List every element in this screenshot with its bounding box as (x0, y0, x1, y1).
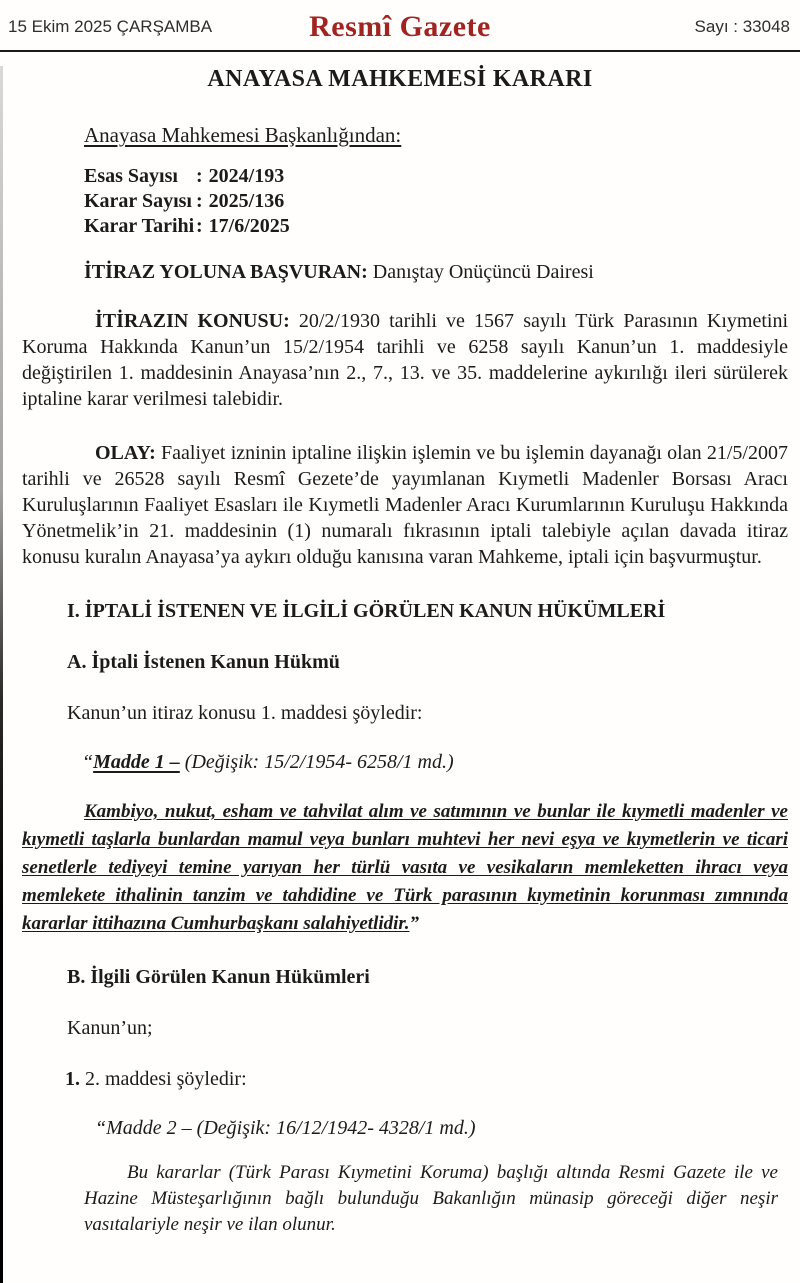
olay-paragraph (22, 440, 788, 570)
applicant-label: İTİRAZ YOLUNA BAŞVURAN: (84, 261, 368, 283)
document-body (0, 123, 800, 1238)
section-1a-heading: A. İptali İstenen Kanun Hükmü (67, 651, 340, 673)
case-label: Karar Sayısı (84, 190, 192, 212)
subject-label: İTİRAZIN KONUSU: (95, 310, 290, 332)
case-label: Esas Sayısı (84, 165, 178, 187)
case-value: 2024/193 (208, 165, 285, 187)
madde-1-quote-paragraph (22, 798, 788, 938)
item-text: 2. maddesi şöyledir: (80, 1068, 247, 1090)
gazette-header (0, 0, 800, 52)
case-row-karar-sayisi (84, 189, 788, 214)
madde-2-line: “Madde 2 – (Değişik: 16/12/1942- 4328/1 md.) (95, 1117, 476, 1139)
case-separator: : (196, 165, 203, 187)
case-separator: : (196, 190, 203, 212)
subject-paragraph (22, 308, 788, 412)
section-1b-item-1 (65, 1068, 788, 1091)
madde-1-lead: Madde 1 – (93, 751, 180, 773)
decision-title: ANAYASA MAHKEMESİ KARARI (207, 66, 593, 92)
case-info-block (84, 164, 788, 239)
subject-text: 20/2/1930 tarihli ve 1567 sayılı Türk Parasının Kıymetini Koruma Hakkında Kanun’un 15/2/1954 tarihli ve 6258 sayılı Kanun’un 1. maddesiyle değiştirilen 1. maddesinin Anayasa’nın 2., 7., 13. ve 35. maddelerine aykırılığı ileri sürülerek iptaline karar verilmesi talebidir. (22, 310, 788, 410)
scan-edge-artifact (0, 66, 3, 1283)
gazette-issue-number: Sayı : 33048 (694, 17, 790, 36)
section-1b-heading: B. İlgili Görülen Kanun Hükümleri (67, 966, 370, 988)
gazette-masthead: Resmî Gazete (309, 10, 491, 43)
item-number: 1. (65, 1068, 80, 1090)
case-row-karar-tarihi (84, 214, 788, 239)
close-quote: ” (409, 913, 420, 934)
section-1-heading: I. İPTALİ İSTENEN VE İLGİLİ GÖRÜLEN KANUN HÜKÜMLERİ (67, 600, 666, 622)
olay-label: OLAY: (95, 442, 156, 464)
olay-text: Faaliyet izninin iptaline ilişkin işlemin ve bu işlemin dayanağı olan 21/5/2007 tarihli ve 26528 sayılı Resmî Gezete’de yayımlanan Kıymetli Madenler Borsası Aracı Kuruluşlarının Faaliyet Esasları ile Kıymetli Madenler Aracı Kurumlarının Kuruluşu Hakkında Yönetmelik’in 21. maddesinin (1) numaralı fıkrasının iptali talebiyle açılan davada itiraz konusu kuralın Anayasa’ya aykırı olduğu kanısına varan Mahkeme, iptali için başvurmuştur. (22, 442, 788, 568)
madde-1-amendment-note: (Değişik: 15/2/1954- 6258/1 md.) (179, 751, 454, 773)
open-quote: “ (82, 751, 94, 773)
applicant-line (84, 261, 788, 284)
case-separator: : (196, 215, 203, 237)
issuing-authority-line: Anayasa Mahkemesi Başkanlığından: (84, 123, 402, 147)
case-value: 17/6/2025 (208, 215, 290, 237)
case-value: 2025/136 (208, 190, 285, 212)
section-1b-intro: Kanun’un; (67, 1017, 153, 1039)
madde-2-quote-paragraph: Bu kararlar (Türk Parası Kıymetini Koruma) başlığı altında Resmi Gazete ile ve Hazine Müsteşarlığının bağlı bulunduğu Bakanlığın münasip göreceği diğer neşir vasıtalariyle neşir ve ilan olunur. (84, 1162, 778, 1235)
case-label: Karar Tarihi (84, 215, 195, 237)
madde-1-line (82, 751, 788, 774)
section-1a-intro: Kanun’un itiraz konusu 1. maddesi şöyledir: (67, 702, 423, 724)
gazette-date: 15 Ekim 2025 ÇARŞAMBA (8, 17, 213, 36)
case-row-esas (84, 164, 788, 189)
madde-1-quote-text: Kambiyo, nukut, esham ve tahvilat alım ve satımının ve bunlar ile kıymetli madenler ve kıymetli taşlarla bunlardan mamul veya bunları muhtevi her nevi eşya ve kıymetlerin ve ticari senetlerle tediyeyi temine yarıyan her türlü vasıta ve vesikaların memleketten ihracı veya memlekete ithalinin tanzim ve tahdidine ve Türk parasının kıymetinin korunması zımnında kararlar ittihazına Cumhurbaşkanı salahiyetlidir. (22, 801, 788, 934)
applicant-value: Danıştay Onüçüncü Dairesi (367, 261, 594, 283)
